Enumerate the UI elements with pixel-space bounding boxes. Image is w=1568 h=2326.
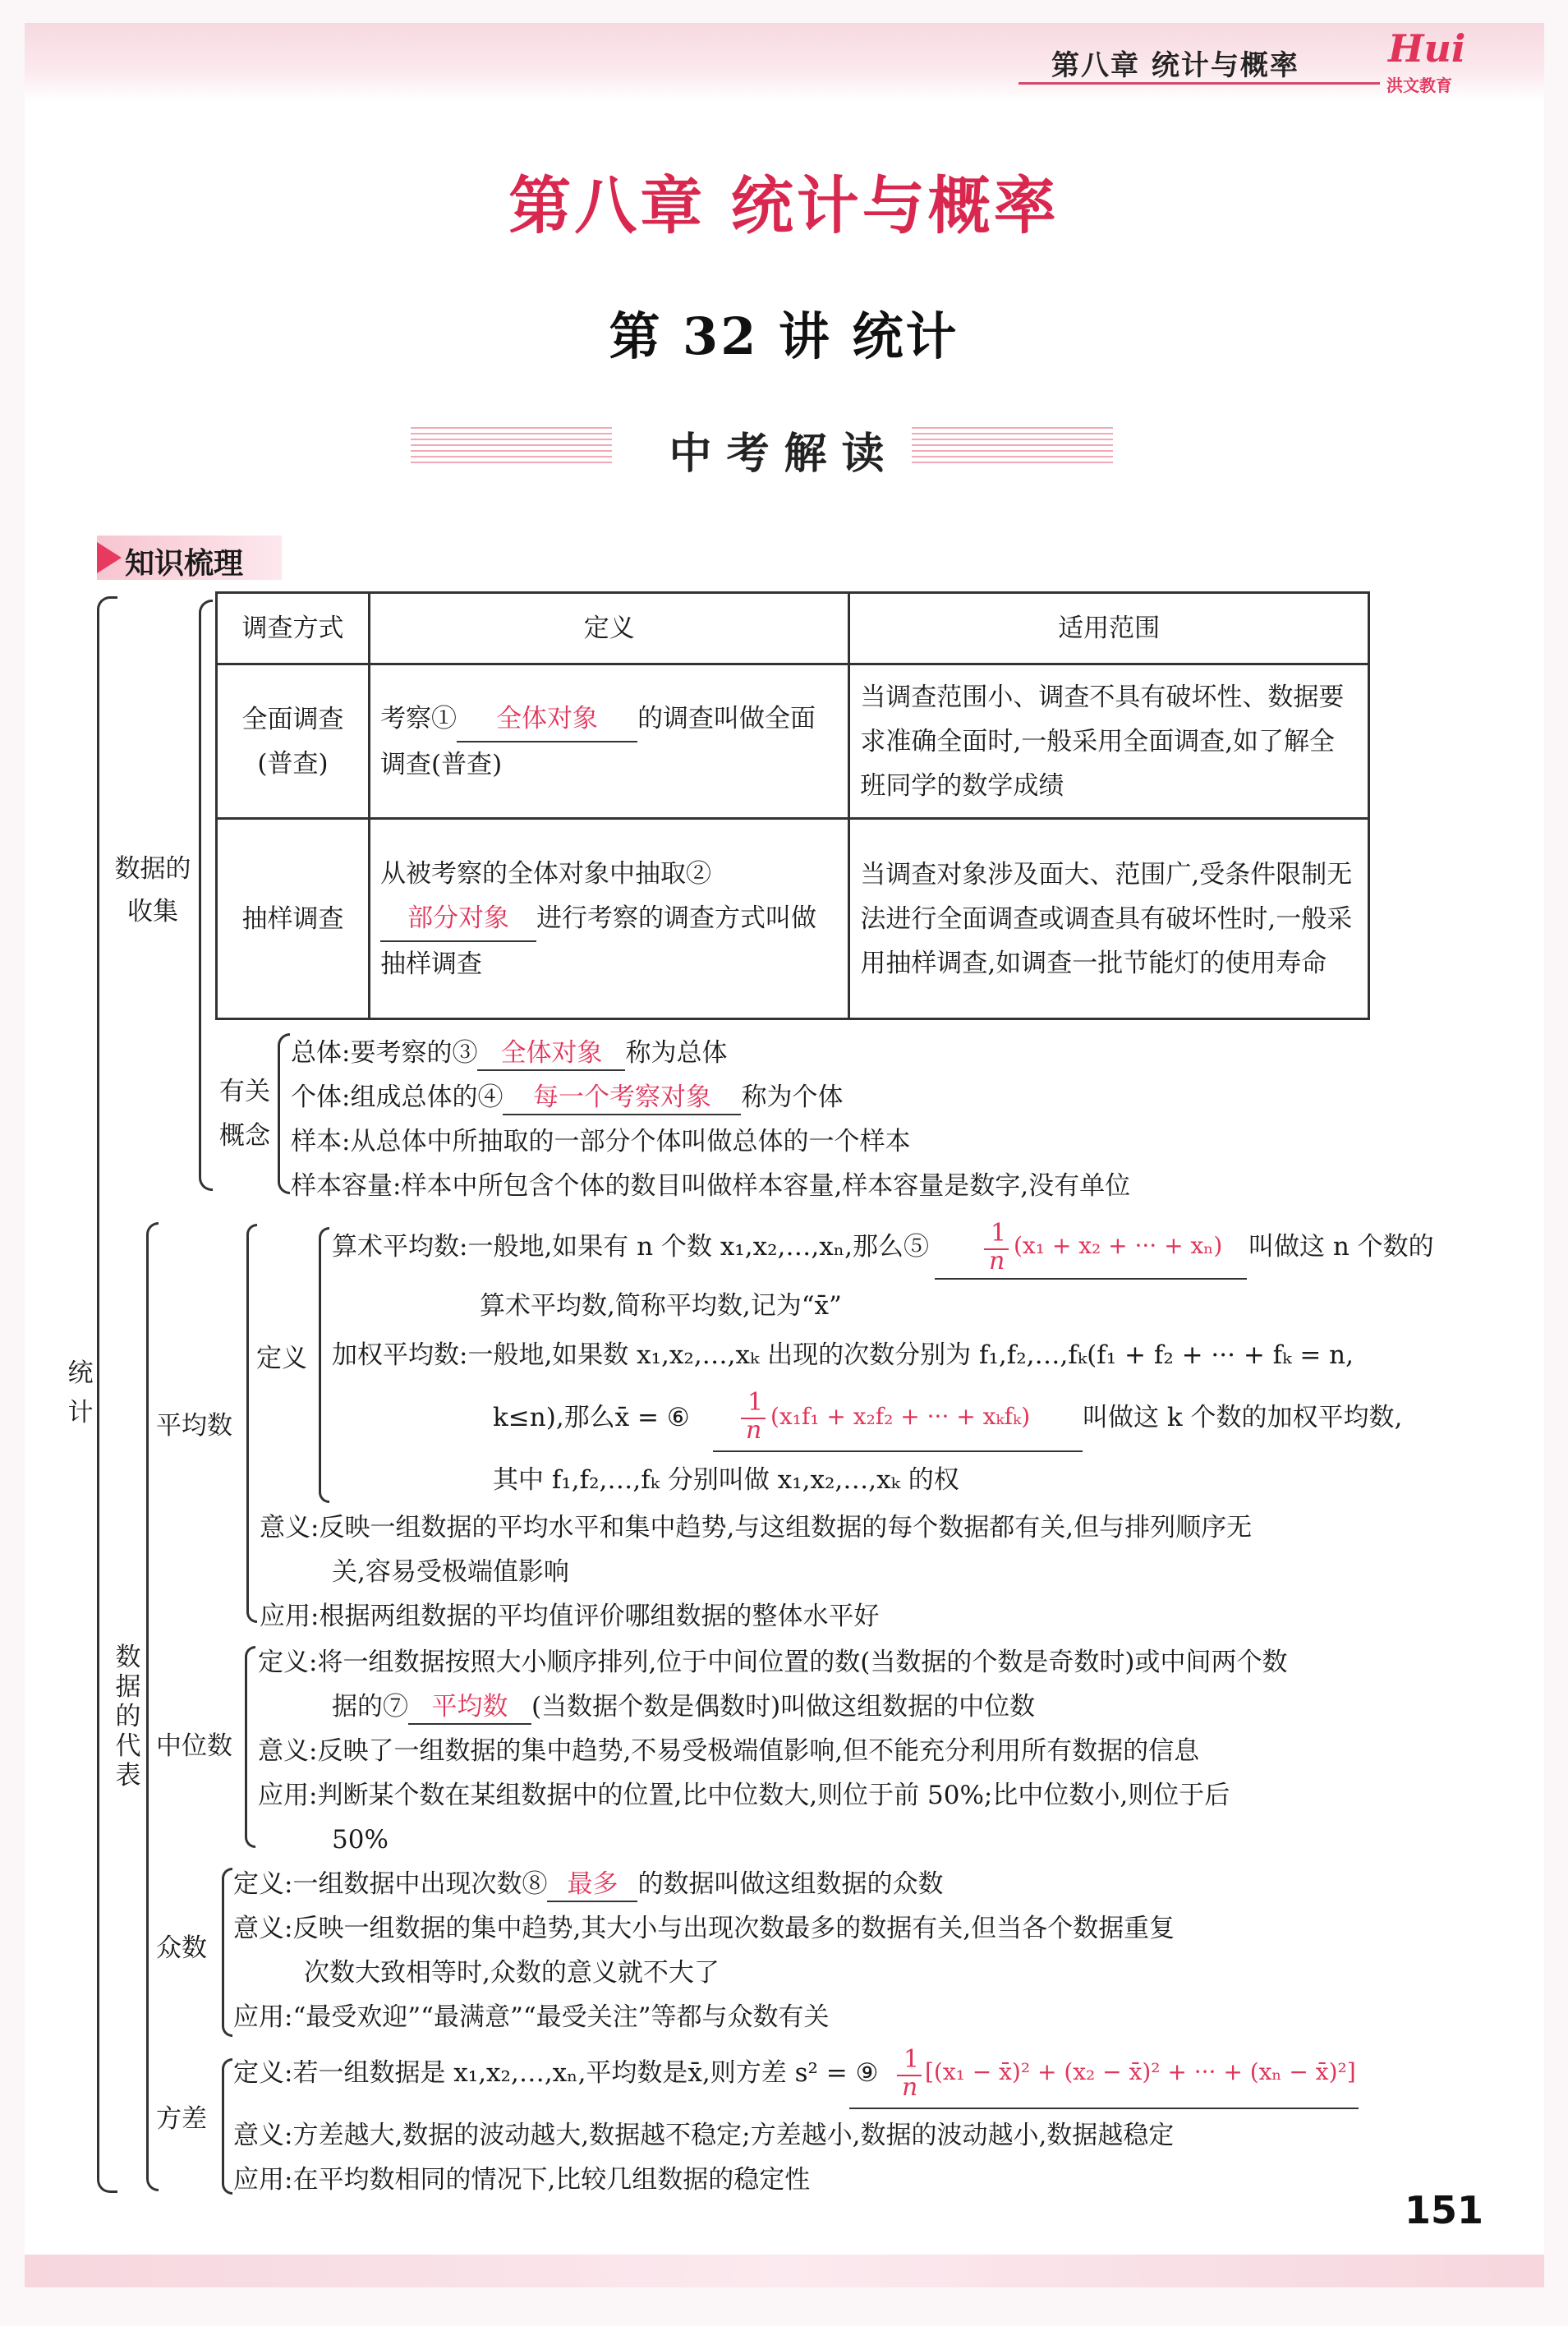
table-cell-scope: 当调查范围小、调查不具有破坏性、数据要求准确全面时,一般采用全面调查,如了解全班同学的数学成绩 (849, 664, 1369, 819)
mode-meaning-1: 意义:反映一组数据的集中趋势,其大小与出现次数最多的数据有关,但当各个数据重复 (233, 1914, 1175, 1943)
table-cell-method: 全面调查(普查) (217, 664, 370, 819)
label-mean: 平均数 (156, 1411, 232, 1441)
table-cell-scope: 当调查对象涉及面大、范围广,受条件限制无法进行全面调查或调查具有破坏性时,一般采用抽样调查,如调查一批节能灯的使用寿命 (849, 819, 1369, 1019)
mean-use: 应用:根据两组数据的平均值评价哪组数据的整体水平好 (260, 1602, 880, 1631)
formula-variance: [(x₁ − x̄)² + (x₂ − x̄)² + ··· + (xₙ − x̄)²] (925, 2058, 1356, 2085)
chapter-title: 第八章 统计与概率 (508, 169, 1060, 242)
variance-use: 应用:在平均数相同的情况下,比较几组数据的稳定性 (233, 2165, 811, 2195)
answer-blank-5 (935, 1278, 1247, 1280)
brace-repr (146, 1222, 159, 2191)
brace-variance (222, 2058, 232, 2195)
mean-meaning-1: 意义:反映一组数据的平均水平和集中趋势,与这组数据的每个数据都有关,但与排列顺序无 (260, 1513, 1253, 1542)
table-cell-method: 抽样调查 (217, 819, 370, 1019)
brace-concepts (278, 1033, 290, 1194)
frac-num: 1 (747, 1388, 764, 1417)
frac-den: n (989, 1247, 1005, 1276)
answer-blank: 全体对象 (457, 696, 637, 742)
header-chapter-label: 第八章 统计与概率 (1051, 49, 1299, 82)
concept-individual: 个体:组成总体的④ 每一个考察对象 称为个体 (291, 1081, 843, 1115)
mean-meaning-2: 关,容易受极端值影响 (332, 1557, 569, 1587)
frac-den: n (902, 2073, 918, 2102)
mean-weighted-mid: k≤n),那么x̄ = ⑥ (493, 1403, 690, 1432)
median-def-1: 定义:将一组数据按照大小顺序排列,位于中间位置的数(当数据的个数是奇数时)或中间两个数 (258, 1648, 1288, 1677)
table-header: 定义 (370, 593, 849, 664)
mode-def: 定义:一组数据中出现次数⑧ 最多 的数据叫做这组数据的众数 (233, 1868, 943, 1902)
publisher-logo-sub: 洪文教育 (1386, 76, 1452, 95)
mean-weighted-post: 叫做这 k 个数的加权平均数, (1083, 1403, 1403, 1432)
brace-collect (199, 600, 213, 1191)
mean-arith-pre: 算术平均数:一般地,如果有 n 个数 x₁,x₂,…,xₙ,那么⑤ (332, 1232, 929, 1262)
frac-num: 1 (904, 2045, 920, 2074)
frac-den: n (746, 1416, 762, 1445)
section-title: 中考解读 (669, 429, 899, 479)
page-number: 151 (1405, 2188, 1484, 2232)
table-header: 适用范围 (849, 593, 1369, 664)
table-header: 调查方式 (217, 593, 370, 664)
brace-mode (222, 1868, 232, 2037)
label-collect: 数据的收集 (114, 854, 191, 926)
mean-weighted-line3: 其中 f₁,f₂,…,fₖ 分别叫做 x₁,x₂,…,xₖ 的权 (493, 1465, 959, 1495)
mode-use: 应用:“最受欢迎”“最满意”“最受关注”等都与众数有关 (233, 2002, 830, 2032)
concept-population: 总体:要考察的③ 全体对象 称为总体 (291, 1037, 727, 1071)
median-def-2: 据的⑦ 平均数 (当数据个数是偶数时)叫做这组数据的中位数 (332, 1690, 1035, 1725)
answer-blank-6 (713, 1450, 1083, 1452)
concept-sample: 样本:从总体中所抽取的一部分个体叫做总体的一个样本 (291, 1127, 911, 1156)
label-median: 中位数 (156, 1731, 232, 1761)
footer-band (25, 2255, 1544, 2287)
variance-def-pre: 定义:若一组数据是 x₁,x₂,…,xₙ,平均数是x̄,则方差 s² = ⑨ (233, 2058, 879, 2088)
median-use-2: 50% (332, 1825, 389, 1855)
arrow-icon (97, 542, 122, 573)
mode-meaning-2: 次数大致相等时,众数的意义就不大了 (304, 1958, 720, 1988)
median-use-1: 应用:判断某个数在某组数据中的位置,比中位数大,则位于前 50%;比中位数小,则位于后 (258, 1781, 1230, 1810)
header-band (25, 23, 1544, 102)
answer-blank-9 (849, 2108, 1359, 2109)
brace-median (245, 1646, 255, 1848)
label-definition: 定义 (256, 1344, 307, 1373)
header-underline (1019, 82, 1380, 85)
brace-mean (246, 1224, 257, 1623)
brace-stat (97, 596, 117, 2193)
lecture-title: 第 32 讲 统计 (609, 306, 959, 366)
label-stat: 统计 (67, 1358, 94, 1427)
survey-table (215, 591, 1370, 1020)
mean-arith-post: 叫做这 n 个数的 (1248, 1232, 1434, 1262)
table-cell-definition: 从被考察的全体对象中抽取②部分对象 进行考察的调查方式叫做抽样调查 (370, 819, 849, 1019)
mean-arith-line2: 算术平均数,简称平均数,记为“x̄” (480, 1291, 842, 1321)
knowledge-tag-label: 知识梳理 (125, 547, 244, 581)
label-related: 有关概念 (219, 1077, 270, 1151)
label-variance: 方差 (156, 2104, 207, 2134)
table-cell-definition: 考察① 全体对象 的调查叫做全面调查(普查) (370, 664, 849, 819)
variance-meaning: 意义:方差越大,数据的波动越大,数据越不稳定;方差越小,数据的波动越小,数据越稳定 (233, 2121, 1175, 2150)
formula-weighted: (x₁f₁ + x₂f₂ + ··· + xₖfₖ) (770, 1403, 1031, 1430)
label-mode: 众数 (156, 1933, 207, 1963)
median-meaning: 意义:反映了一组数据的集中趋势,不易受极端值影响,但不能充分利用所有数据的信息 (258, 1736, 1200, 1766)
answer-blank: 部分对象 (380, 896, 536, 942)
publisher-logo: Hui (1388, 26, 1466, 71)
frac-num: 1 (991, 1219, 1007, 1248)
brace-mean-def (319, 1227, 329, 1503)
mean-weighted-pre: 加权平均数:一般地,如果数 x₁,x₂,…,xₖ 出现的次数分别为 f₁,f₂,…,fₖ(f₁ + f₂ + ··· + fₖ = n, (332, 1340, 1354, 1370)
concept-sample-size: 样本容量:样本中所包含个体的数目叫做样本容量,样本容量是数字,没有单位 (291, 1171, 1131, 1201)
formula-arith: (x₁ + x₂ + ··· + xₙ) (1014, 1232, 1223, 1259)
label-repr: 数据的代表 (115, 1643, 141, 1790)
